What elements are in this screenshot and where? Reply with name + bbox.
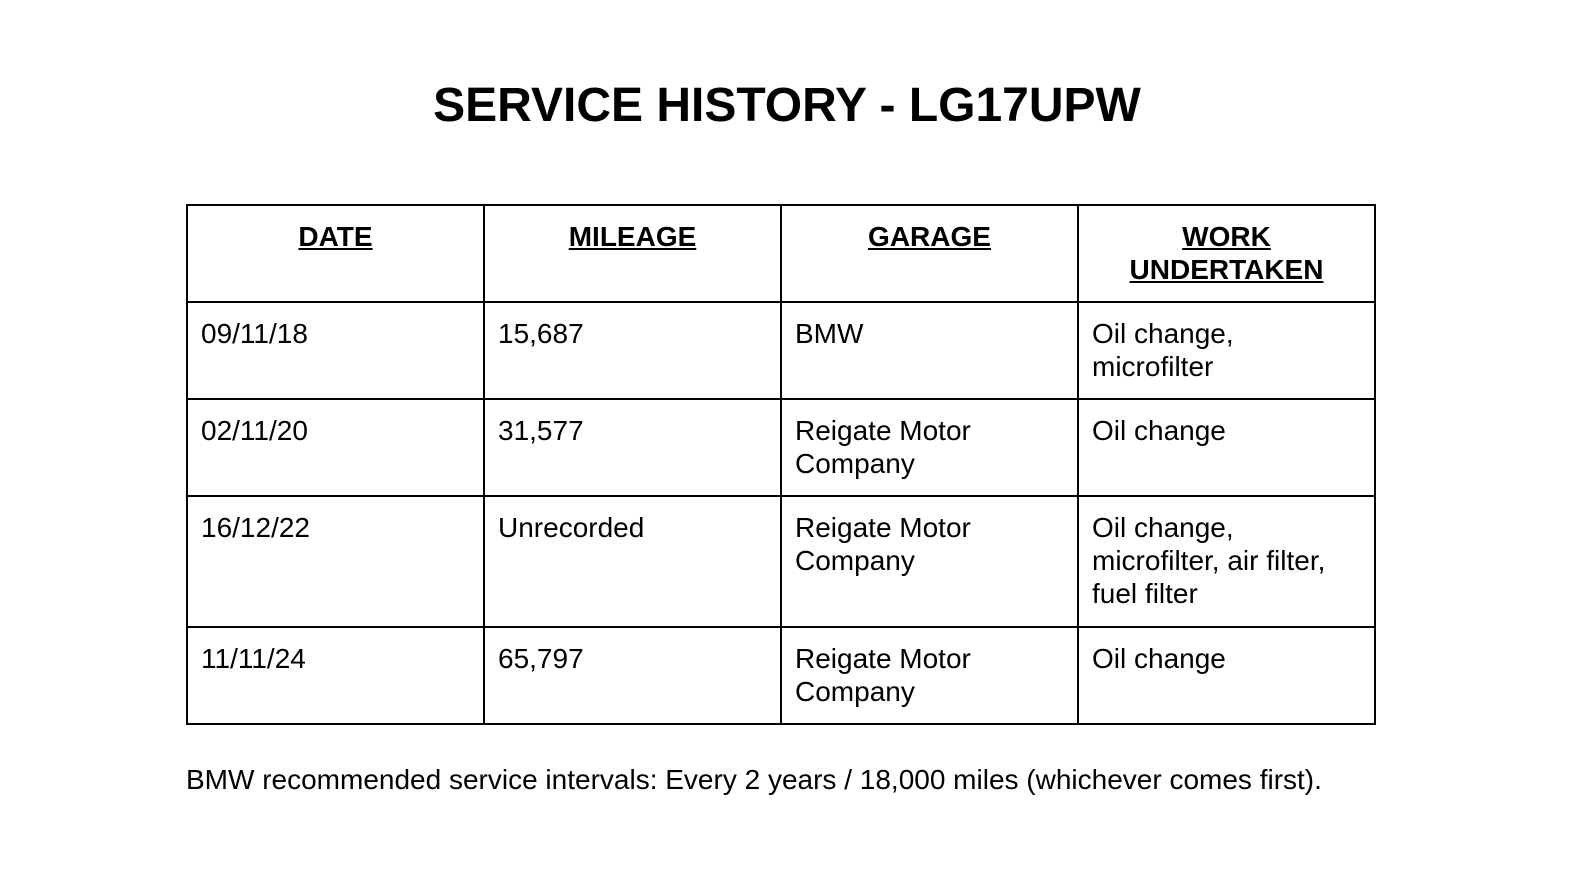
garage-cell: BMW [781,302,1078,399]
mileage-cell: 65,797 [484,627,781,724]
service-interval-note: BMW recommended service intervals: Every 2 years / 18,000 miles (whichever comes first). [186,764,1322,795]
date-cell: 11/11/24 [187,627,484,724]
garage-cell: Reigate Motor Company [781,627,1078,724]
date-cell: 02/11/20 [187,399,484,496]
table-row [187,399,1375,496]
column-header-date: DATE [187,205,484,302]
date-cell: 09/11/18 [187,302,484,399]
table-row [187,496,1375,627]
table-row [187,302,1375,399]
work-cell: Oil change, microfilter, air filter, fuel filter [1078,496,1375,627]
mileage-cell: Unrecorded [484,496,781,627]
service-history-table [186,204,1376,725]
work-cell: Oil change [1078,627,1375,724]
work-cell: Oil change, microfilter [1078,302,1375,399]
page-title: SERVICE HISTORY - LG17UPW [433,79,1141,132]
date-cell: 16/12/22 [187,496,484,627]
column-header-work-undertaken: WORK UNDERTAKEN [1078,205,1375,302]
table-row [187,627,1375,724]
mileage-cell: 31,577 [484,399,781,496]
work-cell: Oil change [1078,399,1375,496]
table-header-row [187,205,1375,302]
garage-cell: Reigate Motor Company [781,399,1078,496]
mileage-cell: 15,687 [484,302,781,399]
garage-cell: Reigate Motor Company [781,496,1078,627]
column-header-mileage: MILEAGE [484,205,781,302]
column-header-garage: GARAGE [781,205,1078,302]
